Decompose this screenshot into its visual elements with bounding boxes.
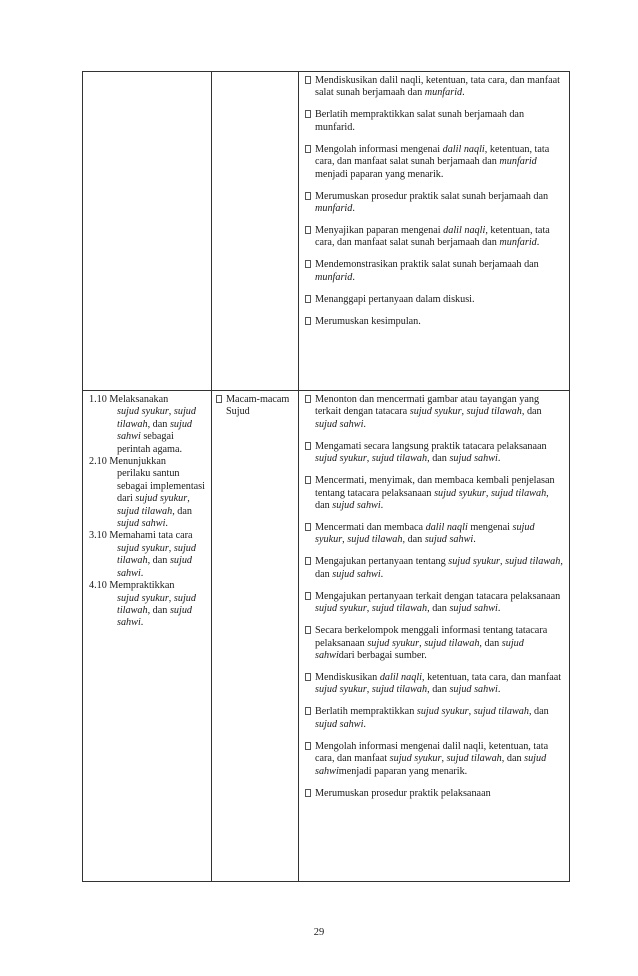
text-run: Mengolah informasi mengenai [315, 143, 443, 155]
text-run: . [352, 203, 355, 215]
activity-text [315, 625, 547, 661]
text-run: Secara berkelompok menggali informasi tentang tatacara pelaksanaan [315, 625, 548, 649]
text-run: sujud sahwi [117, 418, 193, 443]
activity-text [315, 109, 524, 132]
competency-text [89, 468, 209, 530]
text-run: sujud tilawah [117, 592, 196, 616]
text-run: . [473, 534, 476, 546]
activity-text [315, 788, 491, 799]
text-run: dalil naqli [379, 672, 422, 684]
text-run: , [500, 556, 506, 568]
text-run: , dan [147, 604, 170, 616]
text-run: sujud syukur [315, 684, 367, 696]
text-run: sujud syukur [117, 406, 169, 418]
text-run: sujud tilawah [117, 505, 173, 517]
activity-item [305, 75, 565, 100]
text-run: . [363, 718, 366, 730]
text-run: sujud tilawah [371, 453, 428, 465]
competency-heading: 1.10 Melaksanakan [89, 394, 169, 405]
checkbox-bullet-icon [305, 789, 311, 797]
text-run: Berlatih mempraktikkan [315, 706, 417, 718]
text-run: Mencermati, menyimak, dan membaca kembali penjelasan tentang tatacara pelaksanaan [315, 475, 555, 499]
text-run: sujud sahwi [449, 684, 498, 696]
table-row [83, 72, 570, 391]
activity-list [299, 391, 569, 800]
activity-item [305, 259, 565, 284]
text-run: , [168, 592, 174, 604]
syllabus-table [82, 71, 570, 882]
text-run: sujud sahwi [315, 753, 547, 777]
text-run: sujud syukur [315, 453, 367, 465]
text-run: , dan [427, 684, 450, 696]
text-run: sujud sahwi [315, 418, 364, 430]
text-run: , [461, 406, 467, 418]
text-run: sujud sahwi [315, 637, 524, 662]
text-run: . [497, 453, 501, 465]
activity-item [305, 225, 565, 250]
text-run: mengenai [467, 522, 513, 534]
text-run: dalil naqli [442, 143, 485, 155]
activity-item [305, 441, 565, 466]
table-row [83, 391, 570, 882]
text-run: . [380, 500, 384, 512]
text-run: , dan [172, 505, 193, 517]
activity-item [305, 741, 565, 778]
text-run: Berlatih mempraktikkan salat sunah berjamaah dan munfarid. [315, 109, 525, 133]
text-run: sujud syukur [135, 493, 188, 505]
text-run: sujud tilawah [371, 603, 428, 615]
text-run: dalil naqli [425, 522, 468, 534]
activity-text [315, 75, 560, 98]
kd-cell [83, 72, 212, 391]
text-run: . [140, 617, 144, 629]
activity-item [305, 706, 565, 731]
competency-heading: 2.10 Menunjukkan [89, 456, 166, 468]
text-run: sujud syukur [409, 406, 462, 418]
text-run: sebagai perintah agama. [117, 431, 183, 455]
text-run: Mencermati dan membaca [315, 522, 426, 534]
activity-item [305, 316, 565, 328]
text-run: menjadi paparan yang menarik. [315, 168, 444, 180]
competency-heading: 4.10 Mempraktikkan [89, 580, 175, 592]
text-run: sujud tilawah [371, 684, 428, 696]
checkbox-bullet-icon [305, 76, 311, 84]
competency-item [89, 456, 209, 530]
text-run: . [536, 237, 540, 249]
text-run: dalil naqli [443, 225, 486, 237]
text-run: , [468, 706, 474, 718]
text-run: , [187, 493, 190, 505]
text-run: sujud syukur [367, 637, 420, 649]
text-run: sujud syukur [315, 522, 535, 546]
checkbox-bullet-icon [305, 476, 311, 484]
text-run: Menanggapi pertanyaan dalam diskusi. [315, 293, 475, 305]
activity-item [305, 475, 565, 512]
kd-list [83, 391, 211, 630]
checkbox-bullet-icon [305, 557, 311, 565]
text-run: , [168, 406, 174, 418]
activity-item [305, 191, 565, 216]
materi-text: Macam-macam Sujud [226, 394, 290, 418]
text-run: sujud sahwi [117, 604, 193, 629]
text-run: , [419, 637, 425, 649]
text-run: , dan [147, 555, 170, 567]
kd-cell [83, 391, 212, 882]
text-run: Mengamati secara langsung praktik tatacara pelaksanaan [315, 440, 547, 452]
text-run: sujud tilawah [117, 406, 196, 430]
checkbox-bullet-icon [305, 145, 311, 153]
text-run: . [140, 567, 144, 579]
activity-item [305, 294, 565, 306]
checkbox-bullet-icon [305, 626, 311, 634]
text-run: sujud tilawah [473, 706, 529, 718]
activity-text [315, 475, 555, 511]
checkbox-bullet-icon [305, 110, 311, 118]
text-run: , [168, 542, 174, 554]
activity-item [305, 625, 565, 662]
activity-text [315, 191, 548, 214]
competency-item [89, 394, 209, 456]
text-run: sujud tilawah [446, 753, 502, 765]
text-run: munfarid [499, 156, 537, 168]
text-run: , [366, 603, 372, 615]
text-run: Mengolah informasi mengenai dalil naqli, ketentuan, tata cara, dan manfaat [315, 740, 549, 765]
activity-text [315, 441, 547, 464]
activity-text [315, 294, 475, 305]
text-run: sujud tilawah [117, 542, 196, 567]
text-run: sujud tilawah [466, 406, 522, 418]
page-number: 29 [313, 927, 325, 938]
text-run: , [441, 753, 447, 765]
text-run: sujud tilawah [347, 534, 403, 546]
checkbox-bullet-icon [305, 395, 311, 403]
competency-text [89, 406, 209, 456]
checkbox-bullet-icon [305, 260, 311, 268]
text-run: Merumuskan kesimpulan. [315, 315, 421, 327]
competency-heading: 3.10 Memahami tata cara [89, 530, 193, 542]
text-run: Mendiskusikan dalil naqli, ketentuan, tata cara, dan manfaat salat sunah berjamaah dan [315, 75, 560, 99]
text-run: munfarid [315, 203, 353, 215]
checkbox-bullet-icon [305, 317, 311, 325]
text-run: munfarid [499, 237, 537, 249]
text-run: sujud tilawah [490, 487, 547, 499]
activity-text [315, 741, 548, 777]
checkbox-bullet-icon [305, 295, 311, 303]
text-run: sujud tilawah [424, 637, 480, 649]
materi-cell [212, 72, 299, 391]
text-run: dari berbagai sumber. [338, 650, 427, 662]
text-run: sujud syukur [389, 753, 442, 765]
text-run: Menyajikan paparan mengenai [315, 225, 444, 237]
text-run: , dan [315, 556, 563, 580]
competency-text [89, 543, 209, 580]
text-run: Mengajukan pertanyaan tentang [315, 556, 449, 568]
text-run: sujud sahwi [117, 555, 193, 579]
text-run: , [366, 684, 372, 696]
competency-item [89, 530, 209, 580]
activity-item [305, 591, 565, 616]
text-run: Merumuskan prosedur praktik salat sunah berjamaah dan [315, 190, 549, 202]
activity-item [305, 394, 565, 431]
checkbox-bullet-icon [305, 226, 311, 234]
text-run: sujud syukur [315, 603, 367, 615]
text-run: . [380, 568, 384, 580]
activity-item [305, 672, 565, 697]
activity-item [305, 788, 565, 800]
text-run: , dan [402, 534, 425, 546]
text-run: munfarid [424, 87, 463, 99]
text-run: , ketentuan, tata cara, dan manfaat salat sunah berjamaah dan [315, 225, 550, 249]
text-run: sujud syukur [416, 706, 469, 718]
activities-cell [299, 72, 570, 391]
activity-list [299, 72, 569, 328]
text-run: . [363, 418, 366, 430]
text-run: , dan [521, 406, 542, 418]
text-run: , [366, 453, 372, 465]
text-run: . [497, 603, 501, 615]
text-run: . [165, 518, 168, 530]
text-run: sujud syukur [117, 592, 169, 604]
activity-text [315, 144, 549, 180]
text-run: sujud syukur [448, 556, 501, 568]
text-run: , dan [147, 418, 170, 430]
checkbox-bullet-icon [305, 442, 311, 450]
activity-item [305, 522, 565, 547]
activity-item [305, 144, 565, 181]
text-run: sujud sahwi [332, 568, 381, 580]
activity-text [315, 316, 421, 327]
text-run: sujud syukur [117, 542, 169, 554]
text-run: Mendiskusikan [315, 672, 380, 684]
checkbox-bullet-icon [305, 592, 311, 600]
activity-text [315, 672, 561, 695]
text-run: , [485, 487, 491, 499]
checkbox-bullet-icon [305, 192, 311, 200]
activity-text [315, 591, 560, 614]
text-run: , dan [501, 753, 525, 765]
text-run: menjadi paparan yang menarik. [338, 765, 468, 777]
materi-cell [212, 391, 299, 882]
text-run: Menonton dan mencermati gambar atau tayangan yang terkait dengan tatacara [315, 394, 540, 418]
competency-text [89, 593, 209, 630]
text-run: . [497, 684, 501, 696]
text-run: . [352, 271, 355, 283]
text-run: , dan [427, 603, 450, 615]
activity-text [315, 225, 550, 248]
checkbox-bullet-icon [305, 707, 311, 715]
text-run: Mengajukan pertanyaan terkait dengan tatacara pelaksanaan [315, 590, 561, 602]
text-run: sujud sahwi [449, 603, 498, 615]
text-run: , ketentuan, tata cara, dan manfaat salat sunah berjamaah dan [315, 143, 550, 168]
activities-cell [299, 391, 570, 882]
text-run: Mendemonstrasikan praktik salat sunah berjamaah dan [315, 259, 539, 271]
text-run: , dan [427, 453, 450, 465]
text-run: , dan [315, 487, 549, 512]
text-run: Merumuskan prosedur praktik pelaksanaan [315, 787, 491, 799]
checkbox-bullet-icon [216, 395, 222, 403]
activity-text [315, 394, 542, 430]
text-run: sujud tilawah [505, 556, 561, 568]
text-run: sujud sahwi [315, 718, 364, 730]
text-run: , [342, 534, 348, 546]
activity-item [305, 109, 565, 134]
activity-text [315, 706, 549, 729]
text-run: perilaku santun sebagai implementasi dari [117, 468, 205, 505]
text-run: sujud sahwi [332, 500, 381, 512]
text-run: sujud sahwi [449, 453, 498, 465]
text-run: , dan [479, 637, 502, 649]
activity-text [315, 522, 535, 545]
checkbox-bullet-icon [305, 523, 311, 531]
materi-item [216, 394, 296, 419]
text-run: . [462, 87, 465, 99]
checkbox-bullet-icon [305, 742, 311, 750]
text-run: , ketentuan, tata cara, dan manfaat [421, 672, 562, 684]
activity-item [305, 556, 565, 581]
text-run: sujud syukur [434, 487, 486, 499]
activity-text [315, 556, 563, 579]
text-run: sujud sahwi [424, 534, 474, 546]
text-run: , dan [528, 706, 549, 718]
text-run: munfarid [315, 271, 353, 283]
checkbox-bullet-icon [305, 673, 311, 681]
text-run: sujud sahwi [117, 518, 166, 530]
competency-item [89, 580, 209, 630]
activity-text [315, 259, 539, 282]
